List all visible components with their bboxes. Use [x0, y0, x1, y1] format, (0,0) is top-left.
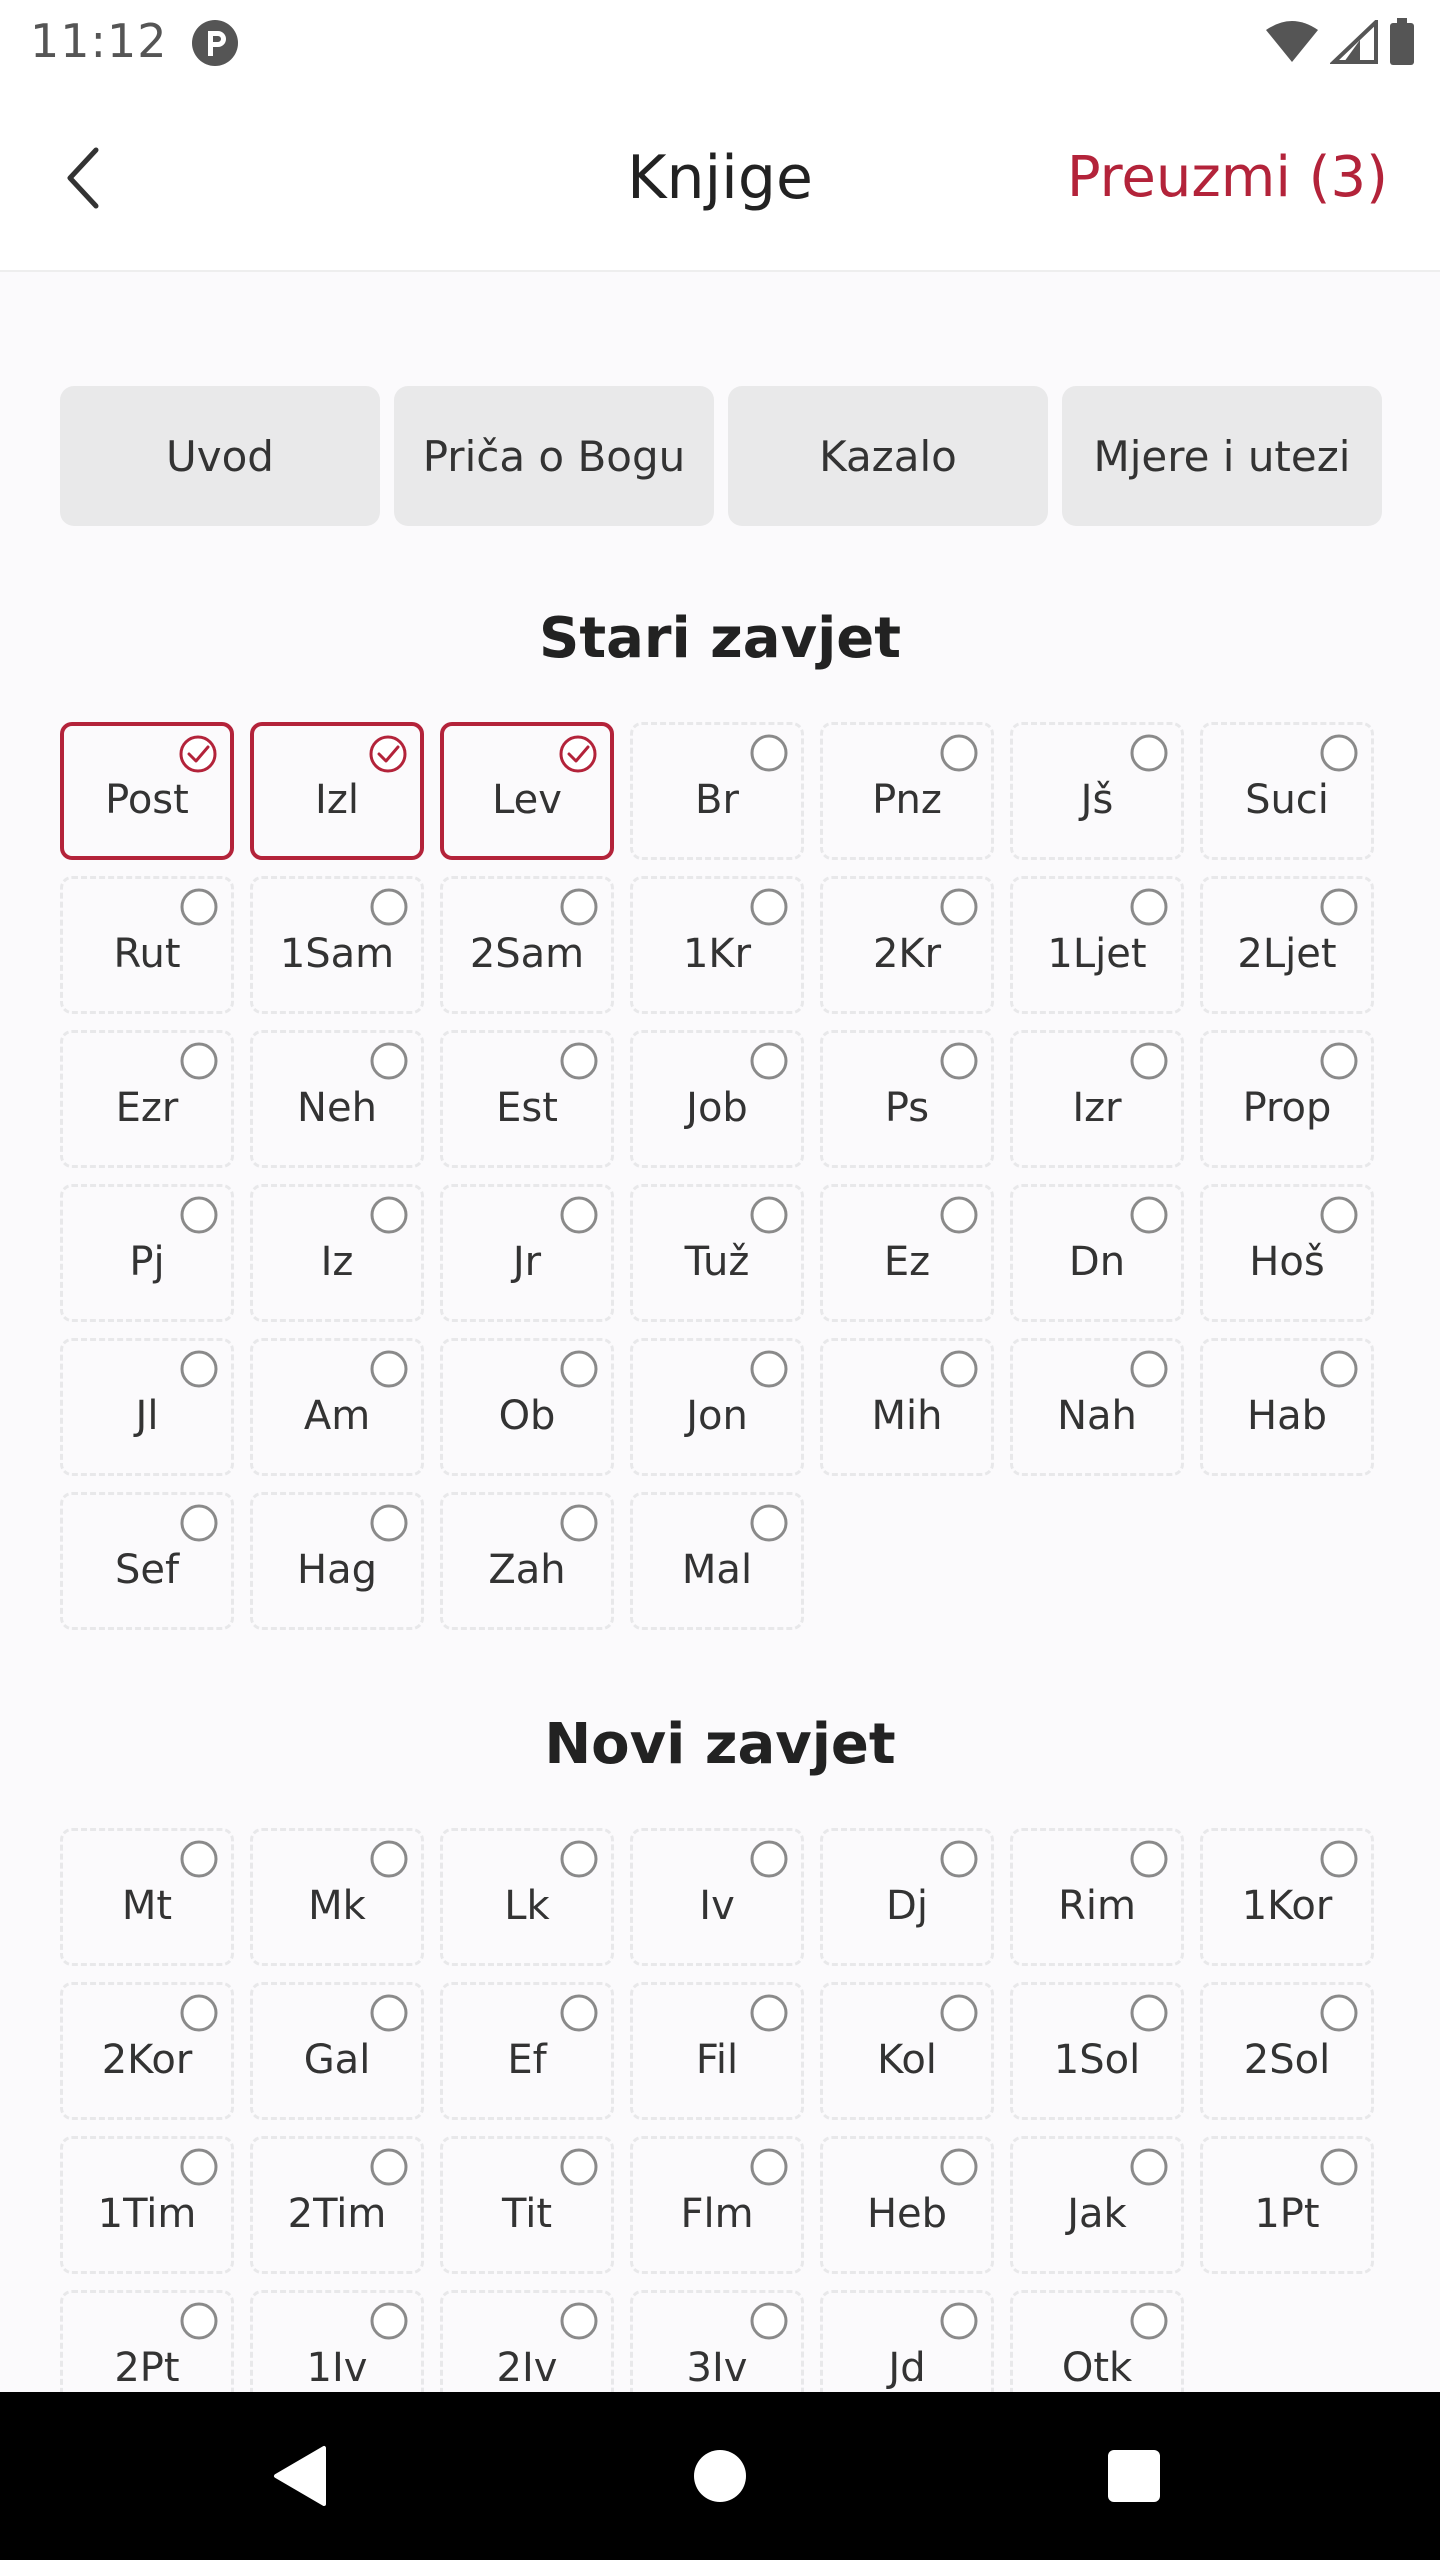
book-label: Heb [866, 2191, 948, 2237]
app-notification-icon [190, 18, 240, 68]
book-label: 1Pt [1254, 2191, 1320, 2237]
book-label: 1Sam [279, 931, 395, 977]
book-tile[interactable] [630, 2290, 804, 2392]
book-tile[interactable] [630, 2136, 804, 2274]
recents-square-icon [1106, 2448, 1162, 2504]
book-label: 2Sam [469, 931, 585, 977]
system-nav-bar [0, 2392, 1440, 2560]
new-testament-grid [60, 1828, 1380, 2392]
book-tile[interactable] [1010, 2136, 1184, 2274]
quick-buttons [60, 386, 1382, 526]
radio-unchecked-icon [179, 2301, 219, 2341]
radio-unchecked-icon [369, 1503, 409, 1543]
radio-unchecked-icon [369, 1993, 409, 2033]
book-label: Flm [680, 2191, 754, 2237]
radio-unchecked-icon [559, 1041, 599, 1081]
book-label: Ezr [115, 1085, 179, 1131]
book-label: Zah [488, 1547, 566, 1593]
book-label: Pj [129, 1239, 165, 1285]
nav-back-button[interactable] [250, 2426, 350, 2526]
radio-unchecked-icon [369, 2147, 409, 2187]
book-tile[interactable] [820, 1982, 994, 2120]
book-tile[interactable] [250, 1030, 424, 1168]
radio-unchecked-icon [939, 1349, 979, 1389]
book-tile[interactable] [630, 876, 804, 1014]
book-label: 1Ljet [1047, 931, 1147, 977]
book-label: Est [496, 1085, 558, 1131]
book-tile[interactable] [60, 1982, 234, 2120]
book-label: Hoš [1249, 1239, 1325, 1285]
book-tile[interactable] [1200, 2136, 1374, 2274]
book-label: Kol [877, 2037, 937, 2083]
book-label: Dn [1068, 1239, 1126, 1285]
book-label: Hab [1247, 1393, 1327, 1439]
radio-unchecked-icon [1129, 1041, 1169, 1081]
book-label: 1Tim [97, 2191, 197, 2237]
book-label: Jak [1067, 2191, 1127, 2237]
book-label: Iz [320, 1239, 354, 1285]
book-label: Iv [699, 1883, 735, 1929]
book-label: Ef [507, 2037, 547, 2083]
book-tile[interactable] [630, 1338, 804, 1476]
radio-unchecked-icon [369, 2301, 409, 2341]
book-tile[interactable] [820, 1184, 994, 1322]
book-label: Hag [297, 1547, 377, 1593]
book-tile[interactable] [60, 1030, 234, 1168]
book-tile[interactable] [440, 722, 614, 860]
book-label: Sef [114, 1547, 180, 1593]
radio-unchecked-icon [179, 2147, 219, 2187]
book-label: Izl [315, 777, 359, 823]
book-tile[interactable] [440, 1492, 614, 1630]
book-tile[interactable] [250, 1184, 424, 1322]
measures-weights-button[interactable]: Mjere i utezi [1062, 386, 1382, 526]
book-tile[interactable] [440, 2136, 614, 2274]
chevron-left-icon [52, 138, 122, 218]
radio-unchecked-icon [559, 1349, 599, 1389]
book-tile[interactable] [1010, 2290, 1184, 2392]
book-tile[interactable] [250, 1828, 424, 1966]
book-label: Dj [886, 1883, 928, 1929]
book-label: Izr [1072, 1085, 1122, 1131]
radio-unchecked-icon [179, 1041, 219, 1081]
radio-unchecked-icon [749, 1839, 789, 1879]
book-label: Lk [504, 1883, 550, 1929]
book-label: Suci [1245, 777, 1329, 823]
book-label: 1Kor [1241, 1883, 1333, 1929]
radio-unchecked-icon [939, 1993, 979, 2033]
back-button[interactable] [52, 138, 122, 218]
book-tile[interactable] [1200, 876, 1374, 1014]
book-label: Neh [297, 1085, 377, 1131]
app-bar [0, 84, 1440, 272]
old-testament-grid [60, 722, 1380, 1630]
book-tile[interactable] [440, 876, 614, 1014]
book-label: Br [695, 777, 739, 823]
radio-unchecked-icon [559, 1195, 599, 1235]
book-tile[interactable] [820, 876, 994, 1014]
book-label: Jd [888, 2345, 926, 2391]
book-tile[interactable] [1010, 1338, 1184, 1476]
book-label: 3Iv [686, 2345, 748, 2391]
check-circle-icon [178, 734, 218, 774]
book-tile[interactable] [630, 1184, 804, 1322]
radio-unchecked-icon [179, 1349, 219, 1389]
book-label: 2Ljet [1237, 931, 1337, 977]
book-tile[interactable] [250, 1492, 424, 1630]
book-tile[interactable] [440, 1184, 614, 1322]
book-label: 2Pt [114, 2345, 180, 2391]
books-content [0, 272, 1440, 2392]
book-label: Ob [498, 1393, 556, 1439]
book-tile[interactable] [60, 1828, 234, 1966]
book-tile[interactable] [630, 1982, 804, 2120]
book-label: Jl [135, 1393, 159, 1439]
radio-unchecked-icon [179, 1993, 219, 2033]
book-tile[interactable] [630, 1492, 804, 1630]
book-tile[interactable] [60, 2136, 234, 2274]
book-label: Jon [686, 1393, 748, 1439]
status-icons [1264, 16, 1416, 68]
book-tile[interactable] [60, 1492, 234, 1630]
radio-unchecked-icon [559, 2301, 599, 2341]
radio-unchecked-icon [179, 1195, 219, 1235]
book-tile[interactable] [250, 722, 424, 860]
radio-unchecked-icon [749, 2301, 789, 2341]
book-label: 1Iv [306, 2345, 368, 2391]
radio-unchecked-icon [1319, 1349, 1359, 1389]
book-label: Prop [1242, 1085, 1332, 1131]
book-tile[interactable] [1010, 1030, 1184, 1168]
book-tile[interactable] [250, 2290, 424, 2392]
radio-unchecked-icon [1319, 2147, 1359, 2187]
book-label: Job [686, 1085, 748, 1131]
radio-unchecked-icon [749, 2147, 789, 2187]
radio-unchecked-icon [1319, 1041, 1359, 1081]
radio-unchecked-icon [749, 733, 789, 773]
battery-icon [1388, 18, 1416, 66]
radio-unchecked-icon [559, 1839, 599, 1879]
book-tile[interactable] [250, 2136, 424, 2274]
book-tile[interactable] [1200, 1338, 1374, 1476]
radio-unchecked-icon [1129, 2147, 1169, 2187]
radio-unchecked-icon [939, 1195, 979, 1235]
radio-unchecked-icon [559, 1503, 599, 1543]
radio-unchecked-icon [369, 1195, 409, 1235]
radio-unchecked-icon [179, 887, 219, 927]
book-tile[interactable] [820, 2290, 994, 2392]
radio-unchecked-icon [939, 1839, 979, 1879]
page-title: Knjige [627, 143, 813, 213]
book-tile[interactable] [1200, 1982, 1374, 2120]
book-label: Otk [1061, 2345, 1133, 2391]
radio-unchecked-icon [749, 1041, 789, 1081]
home-circle-icon [692, 2448, 748, 2504]
nav-recents-button[interactable] [1084, 2426, 1184, 2526]
book-tile[interactable] [250, 1982, 424, 2120]
book-label: Jš [1080, 777, 1114, 823]
book-tile[interactable] [60, 1184, 234, 1322]
check-circle-icon [558, 734, 598, 774]
index-button[interactable]: Kazalo [728, 386, 1048, 526]
radio-unchecked-icon [1129, 1993, 1169, 2033]
book-label: Fil [695, 2037, 739, 2083]
radio-unchecked-icon [939, 887, 979, 927]
book-label: Am [303, 1393, 371, 1439]
book-tile[interactable] [1010, 722, 1184, 860]
radio-unchecked-icon [369, 1349, 409, 1389]
back-triangle-icon [270, 2444, 330, 2508]
book-label: Mk [308, 1883, 366, 1929]
book-label: Mih [871, 1393, 943, 1439]
book-label: 2Tim [287, 2191, 387, 2237]
book-tile[interactable] [250, 1338, 424, 1476]
book-label: Tuž [684, 1239, 750, 1285]
book-tile[interactable] [820, 1828, 994, 1966]
book-tile[interactable] [630, 1030, 804, 1168]
book-tile[interactable] [60, 722, 234, 860]
book-tile[interactable] [440, 1030, 614, 1168]
radio-unchecked-icon [559, 887, 599, 927]
wifi-icon [1264, 20, 1320, 64]
radio-unchecked-icon [939, 2301, 979, 2341]
radio-unchecked-icon [749, 1349, 789, 1389]
radio-unchecked-icon [749, 1993, 789, 2033]
radio-unchecked-icon [939, 2147, 979, 2187]
book-tile[interactable] [60, 2290, 234, 2392]
book-tile[interactable] [440, 1828, 614, 1966]
radio-unchecked-icon [749, 1195, 789, 1235]
book-tile[interactable] [60, 1338, 234, 1476]
book-tile[interactable] [1200, 722, 1374, 860]
radio-unchecked-icon [1129, 733, 1169, 773]
book-tile[interactable] [1200, 1184, 1374, 1322]
nav-home-button[interactable] [670, 2426, 770, 2526]
book-label: Rim [1058, 1883, 1136, 1929]
book-tile[interactable] [1010, 1184, 1184, 1322]
radio-unchecked-icon [559, 1993, 599, 2033]
radio-unchecked-icon [1319, 733, 1359, 773]
book-label: Tit [502, 2191, 552, 2237]
radio-unchecked-icon [369, 1041, 409, 1081]
book-label: 1Kr [682, 931, 752, 977]
book-tile[interactable] [60, 876, 234, 1014]
radio-unchecked-icon [1129, 887, 1169, 927]
book-label: 2Iv [496, 2345, 558, 2391]
check-circle-icon [368, 734, 408, 774]
book-tile[interactable] [820, 2136, 994, 2274]
book-tile[interactable] [630, 1828, 804, 1966]
book-label: 2Sol [1243, 2037, 1331, 2083]
radio-unchecked-icon [1129, 1349, 1169, 1389]
radio-unchecked-icon [939, 733, 979, 773]
book-label: 2Kor [101, 2037, 193, 2083]
radio-unchecked-icon [1129, 1195, 1169, 1235]
old-testament-title: Stari zavjet [538, 606, 902, 671]
book-label: Ez [883, 1239, 931, 1285]
book-tile[interactable] [1010, 1982, 1184, 2120]
book-label: Mal [681, 1547, 753, 1593]
radio-unchecked-icon [939, 1041, 979, 1081]
book-tile[interactable] [440, 1338, 614, 1476]
book-tile[interactable] [820, 722, 994, 860]
book-label: Ps [884, 1085, 930, 1131]
radio-unchecked-icon [1319, 1993, 1359, 2033]
radio-unchecked-icon [1319, 1839, 1359, 1879]
book-label: Lev [492, 777, 562, 823]
radio-unchecked-icon [559, 2147, 599, 2187]
book-label: 2Kr [872, 931, 942, 977]
book-label: Mt [121, 1883, 173, 1929]
book-label: Post [105, 777, 189, 823]
book-tile[interactable] [440, 2290, 614, 2392]
book-label: Nah [1057, 1393, 1137, 1439]
radio-unchecked-icon [179, 1839, 219, 1879]
book-label: 1Sol [1053, 2037, 1141, 2083]
radio-unchecked-icon [749, 887, 789, 927]
radio-unchecked-icon [1319, 1195, 1359, 1235]
radio-unchecked-icon [369, 1839, 409, 1879]
book-label: Gal [303, 2037, 371, 2083]
download-button[interactable]: Preuzmi (3) [1066, 145, 1388, 210]
book-label: Rut [113, 931, 181, 977]
book-tile[interactable] [1200, 1828, 1374, 1966]
book-tile[interactable] [1010, 876, 1184, 1014]
story-of-god-button[interactable]: Priča o Bogu [394, 386, 714, 526]
radio-unchecked-icon [1129, 2301, 1169, 2341]
radio-unchecked-icon [369, 887, 409, 927]
book-label: Jr [512, 1239, 542, 1285]
book-tile[interactable] [250, 876, 424, 1014]
cell-signal-icon [1330, 20, 1378, 64]
intro-button[interactable]: Uvod [60, 386, 380, 526]
radio-unchecked-icon [179, 1503, 219, 1543]
book-label: Pnz [872, 777, 942, 823]
book-tile[interactable] [440, 1982, 614, 2120]
radio-unchecked-icon [1129, 1839, 1169, 1879]
radio-unchecked-icon [1319, 887, 1359, 927]
status-time: 11:12 [30, 14, 168, 68]
book-tile[interactable] [820, 1030, 994, 1168]
status-bar [0, 0, 1440, 84]
radio-unchecked-icon [749, 1503, 789, 1543]
book-tile[interactable] [820, 1338, 994, 1476]
book-tile[interactable] [1010, 1828, 1184, 1966]
book-tile[interactable] [630, 722, 804, 860]
book-tile[interactable] [1200, 1030, 1374, 1168]
new-testament-title: Novi zavjet [544, 1712, 896, 1777]
